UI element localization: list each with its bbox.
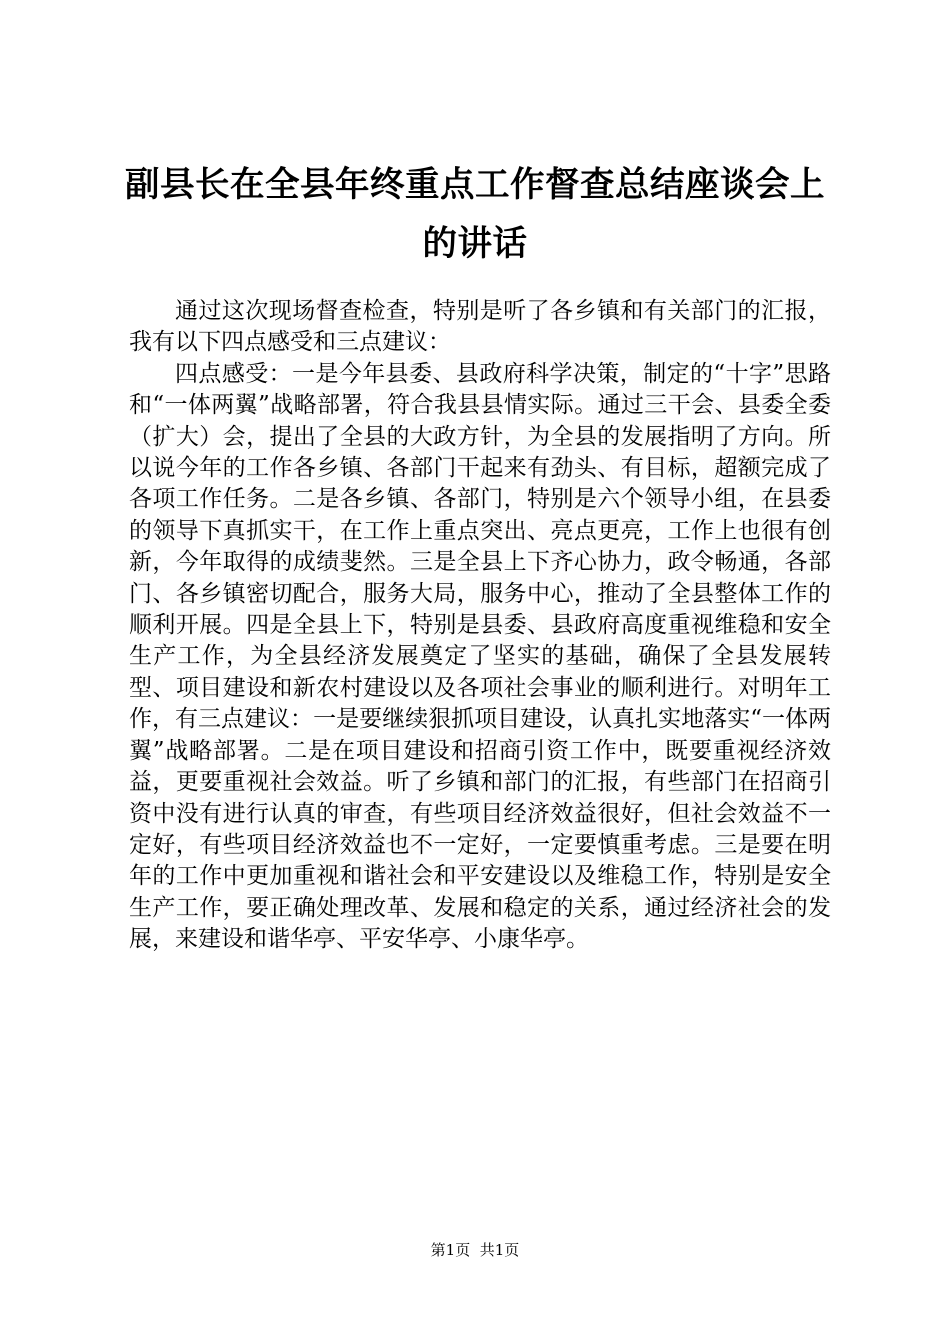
page-footer bbox=[0, 1240, 950, 1260]
document-title: 副县长在全县年终重点工作督查总结座谈会上的讲话 bbox=[125, 165, 825, 264]
page-number: 第1页 bbox=[430, 1241, 471, 1259]
document-body bbox=[129, 296, 831, 956]
main-paragraph: 四点感受：一是今年县委、县政府科学决策，制定的“十字”思路和“一体两翼”战略部署，符合我县县情实际。通过三干会、县委全委（扩大）会，提出了全县的大政方针，为全县的发展指明了方向。所以说今年的工作各乡镇、各部门干起来有劲头、有目标，超额完成了各项工作任务。二是各乡镇、各部门，特别是六个领导小组，在县委的领导下真抓实干，在工作上重点突出、亮点更亮，工作上也很有创新，今年取得的成绩斐然。三是全县上下齐心协力，政令畅通，各部门、各乡镇密切配合，服务大局，服务中心，推动了全县整体工作的顺利开展。四是全县上下，特别是县委、县政府高度重视维稳和安全生产工作，为全县经济发展奠定了坚实的基础，确保了全县发展转型、项目建设和新农村建设以及各项社会事业的顺利进行。对明年工作，有三点建议：一是要继续狠抓项目建设，认真扎实地落实“一体两翼”战略部署。二是在项目建设和招商引资工作中，既要重视经济效益，更要重视社会效益。听了乡镇和部门的汇报，有些部门在招商引资中没有进行认真的审查，有些项目经济效益很好，但社会效益不一定好，有些项目经济效益也不一定好，一定要慎重考虑。三是要在明年的工作中更加重视和谐社会和平安建设以及维稳工作，特别是安全生产工作，要正确处理改革、发展和稳定的关系，通过经济社会的发展，来建设和谐华亭、平安华亭、小康华亭。 bbox=[129, 360, 831, 953]
intro-paragraph: 通过这次现场督查检查，特别是听了各乡镇和有关部门的汇报，我有以下四点感受和三点建议： bbox=[129, 298, 831, 356]
page-total: 共1页 bbox=[479, 1241, 520, 1259]
